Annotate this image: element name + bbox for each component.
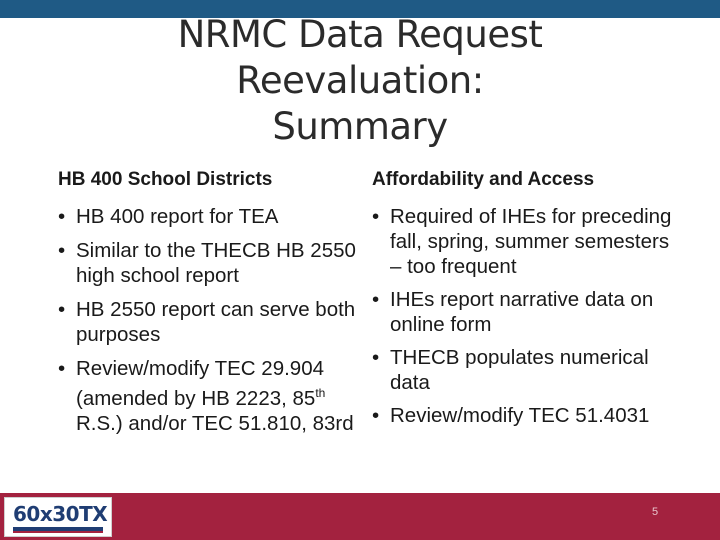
left-bullet-list	[58, 204, 358, 436]
right-bullet-3: • THECB populates numerical data	[372, 345, 672, 395]
title-line-3: Summary	[272, 105, 448, 148]
right-bullet-list	[372, 204, 672, 428]
title-line-1: NRMC Data Request	[177, 13, 543, 56]
logo-text: 60x30TX	[13, 502, 108, 526]
left-bullet-4-superscript: th	[315, 386, 326, 400]
left-column-heading: HB 400 School Districts	[58, 169, 273, 190]
left-bullet-1: • HB 400 report for TEA	[58, 204, 358, 229]
right-bullet-4: • Review/modify TEC 51.4031	[372, 403, 672, 428]
left-column	[58, 168, 358, 445]
page-number: 5	[652, 506, 659, 518]
left-bullet-4-text-a: Review/modify TEC 29.904 (amended by HB 2223, 85	[76, 357, 325, 410]
right-bullet-2: • IHEs report narrative data on online form	[372, 287, 672, 337]
right-column	[372, 168, 672, 436]
left-bullet-3: • HB 2550 report can serve both purposes	[58, 297, 358, 347]
right-column-heading: Affordability and Access	[372, 169, 595, 190]
left-bullet-4-text-b: R.S.) and/or TEC 51.810, 83rd	[76, 411, 354, 435]
logo	[4, 497, 112, 537]
left-bullet-4	[58, 356, 358, 436]
logo-stripe-accent	[13, 531, 103, 533]
title-line-2: Reevaluation:	[236, 59, 484, 102]
right-bullet-1: • Required of IHEs for preceding fall, spring, summer semesters – too frequent	[372, 204, 672, 279]
slide-title	[60, 12, 660, 150]
left-bullet-2: • Similar to the THECB HB 2550 high school report	[58, 238, 358, 288]
